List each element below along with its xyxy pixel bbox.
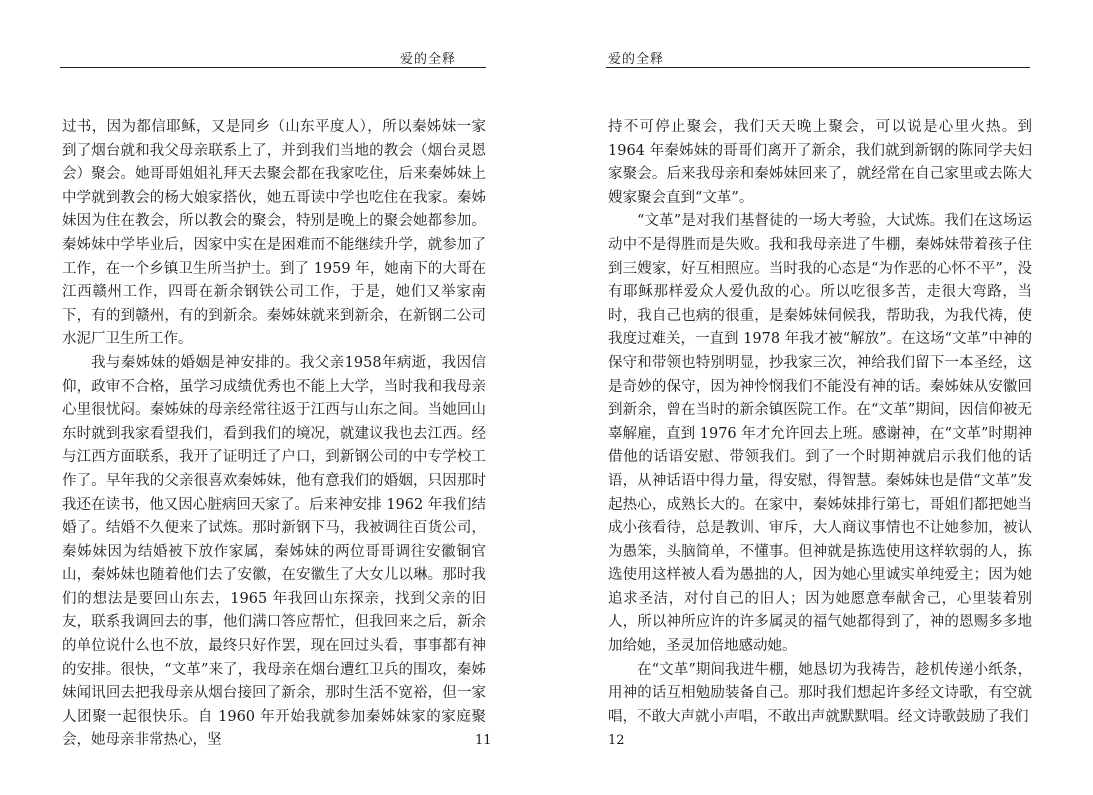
header-rule: [60, 67, 486, 68]
page-body: [608, 116, 1032, 729]
left-page: [0, 0, 546, 795]
paragraph: 过书，因为都信耶稣，又是同乡（山东平度人），所以秦姊妹一家到了烟台就和我父母亲联系上了，并到我们当地的教会（烟台灵恩会）聚会。她哥哥姐姐礼拜天去聚会都在我家吃住，后来秦姊妹上中学就到教会的杨大娘家搭伙，她五哥读中学也吃住在我家。秦姊妹因为住在教会，所以教会的聚会，特别是晚上的聚会她都参加。秦姊妹中学毕业后，因家中实在是困难而不能继续升学，就参加了工作，在一个乡镇卫生所当护士。到了 1959 年，她南下的大哥在江西赣州工作，四哥在新余钢铁公司工作，于是，她们又举家南下，有的到赣州，有的到新余。秦姊妹就来到新余，在新钢二公司水泥厂卫生所工作。: [62, 119, 486, 348]
running-header: 爱的全释: [608, 52, 665, 67]
paragraph: 我与秦姊妹的婚姻是神安排的。我父亲1958年病逝，我因信仰，政审不合格，虽学习成绩优秀也不能上大学，当时我和我母亲心里很忧闷。秦姊妹的母亲经常往返于江西与山东之间。当她回山东时就到我家看望我们，看到我们的境况，就建议我也去江西。经与江西方面联系，我开了证明迁了户口，到新钢公司的中专学校工作了。早年我的父亲很喜欢秦姊妹，他有意我们的婚姻，只因那时我还在读书，他又因心脏病回天家了。后来神安排 1962 年我们结婚了。结婚不久便来了试炼。那时新钢下马，我被调往百货公司，秦姊妹因为结婚被下放作家属，秦姊妹的两位哥哥调往安徽铜官山，秦姊妹也随着他们去了安徽，在安徽生了大女儿以琳。那时我们的想法是要回山东去，1965 年我回山东探亲，找到父亲的旧友，联系我调回去的事，他们满口答应帮忙，但我回来之后，新余的单位说什么也不放，最终只好作罢，现在回过头看，事事都有神的安排。很快，“文革”来了，我母亲在烟台遭红卫兵的围攻，秦姊妹闻讯回去把我母亲从烟台接回了新余，那时生活不宽裕，但一家人团聚一起很快乐。自 1960 年开始我就参加秦姊妹家的家庭聚会，她母亲非常热心，坚: [62, 354, 486, 749]
paragraph: “文革”是对我们基督徒的一场大考验，大试炼。我们在这场运动中不是得胜而是失败。我和我母亲进了牛棚，秦姊妹带着孩子住到三嫂家，好互相照应。当时我的心态是“为作恶的心怀不平”，没有耶稣那样爱众人爱仇敌的心。所以吃很多苦，走很大弯路，当时，我自己也病的很重，是秦姊妹伺候我，帮助我，为我代祷，使我度过难关，一直到 1978 年我才被“解放”。在这场“文革”中神的保守和带领也特别明显，抄我家三次，神给我们留下一本圣经，这是奇妙的保守，因为神怜悯我们不能没有神的话。秦姊妹从安徽回到新余，曾在当时的新余镇医院工作。在“文革”期间，因信仰被无辜解雇，直到 1976 年才允许回去上班。感谢神，在“文革”时期神借他的话语安慰、带领我们。到了一个时期神就启示我们他的话语，从神话语中得力量，得安慰，得智慧。秦姊妹也是借“文革”发起热心，成熟长大的。在家中，秦姊妹排行第七，哥姐们都把她当成小孩看待，总是教训、审斥，大人商议事情也不让她参加，被认为愚笨，头脑简单，不懂事。但神就是拣选使用这样软弱的人，拣选使用这样被人看为愚拙的人，因为她心里诚实单纯爱主；因为她追求圣洁，对付自己的旧人；因为她愿意奉献舍己，心里装着别人，所以神所应许的许多属灵的福气她都得到了，神的恩赐多多地加给她，圣灵加倍地感动她。: [608, 213, 1032, 655]
paragraph: 持不可停止聚会，我们天天晚上聚会，可以说是心里火热。到 1964 年秦姊妹的哥哥们离开了新余，我们就到新钢的陈同学夫妇家聚会。后来我母亲和秦姊妹回来了，就经常在自己家里或去陈大嫂家聚会直到“文革”。: [608, 119, 1032, 206]
page-number: 11: [475, 733, 492, 748]
header-rule: [606, 67, 1030, 68]
running-header: 爱的全释: [400, 52, 457, 67]
right-page: [546, 0, 1092, 795]
paragraph: 在“文革”期间我进牛棚，她恳切为我祷告，趁机传递小纸条，用神的话互相勉励装备自己。那时我们想起许多经文诗歌，有空就唱，不敢大声就小声唱，不敢出声就默默唱。经文诗歌鼓励了我们: [608, 661, 1032, 725]
page-body: [62, 116, 486, 753]
page-number: 12: [608, 733, 625, 748]
